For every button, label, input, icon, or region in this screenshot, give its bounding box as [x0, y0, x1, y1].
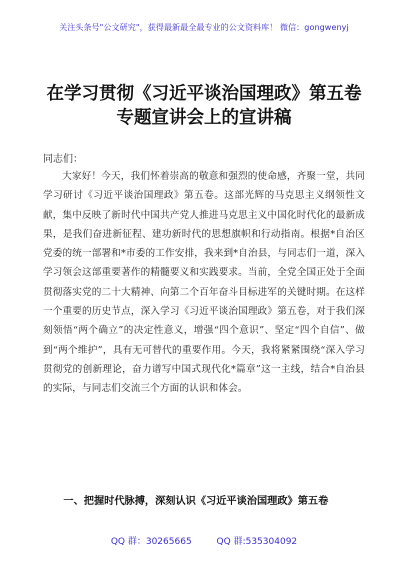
header-banner: 关注头条号"公文研究"，获得最新最全最专业的公文资料库！ 微信：gongwenyj: [59, 23, 349, 32]
document-title: 在学习贯彻《习近平谈治国理政》第五卷专题宣讲会上的宣讲稿: [46, 84, 362, 128]
footer-qq-group-1: QQ 群：30265665: [110, 537, 192, 547]
footer: [0, 534, 408, 547]
body-paragraph: 大家好！今天，我们怀着崇高的敬意和强烈的使命感，齐聚一堂，共同学习研讨《习近平谈治国理政》第五卷。这部光辉的马克思主义纲领性文献，集中反映了新时代中国共产党人推进马克思主义中国化时代化的最新成果，是我们奋进新征程、建功新时代的思想旗帜和行动指南。根据*自治区党委的统一部署和*市委的工作安排，我来到*自治县，与同志们一道，深入学习领会这部重要著作的精髓要义和实践要求。当前，全党全国正处于全面贯彻落实党的二十大精神、向第二个百年奋斗目标进军的关键时期。在这样一个重要的历史节点，深入学习《习近平谈治国理政》第五卷，对于我们深刻领悟“两个确立”的决定性意义，增强“四个意识”、坚定“四个自信”、做到“两个维护”，具有无可替代的重要作用。今天，我将紧紧围绕“深入学习贯彻党的创新理论，奋力谱写中国式现代化*篇章”这一主线，结合*自治县的实际，与同志们交流三个方面的认识和体会。: [43, 171, 365, 395]
section-heading: 一、把握时代脉搏，深刻认识《习近平谈治国理政》第五卷: [63, 495, 329, 507]
footer-qq-group-2: QQ 群:535304092: [216, 537, 298, 547]
salutation: 同志们：: [43, 154, 83, 165]
